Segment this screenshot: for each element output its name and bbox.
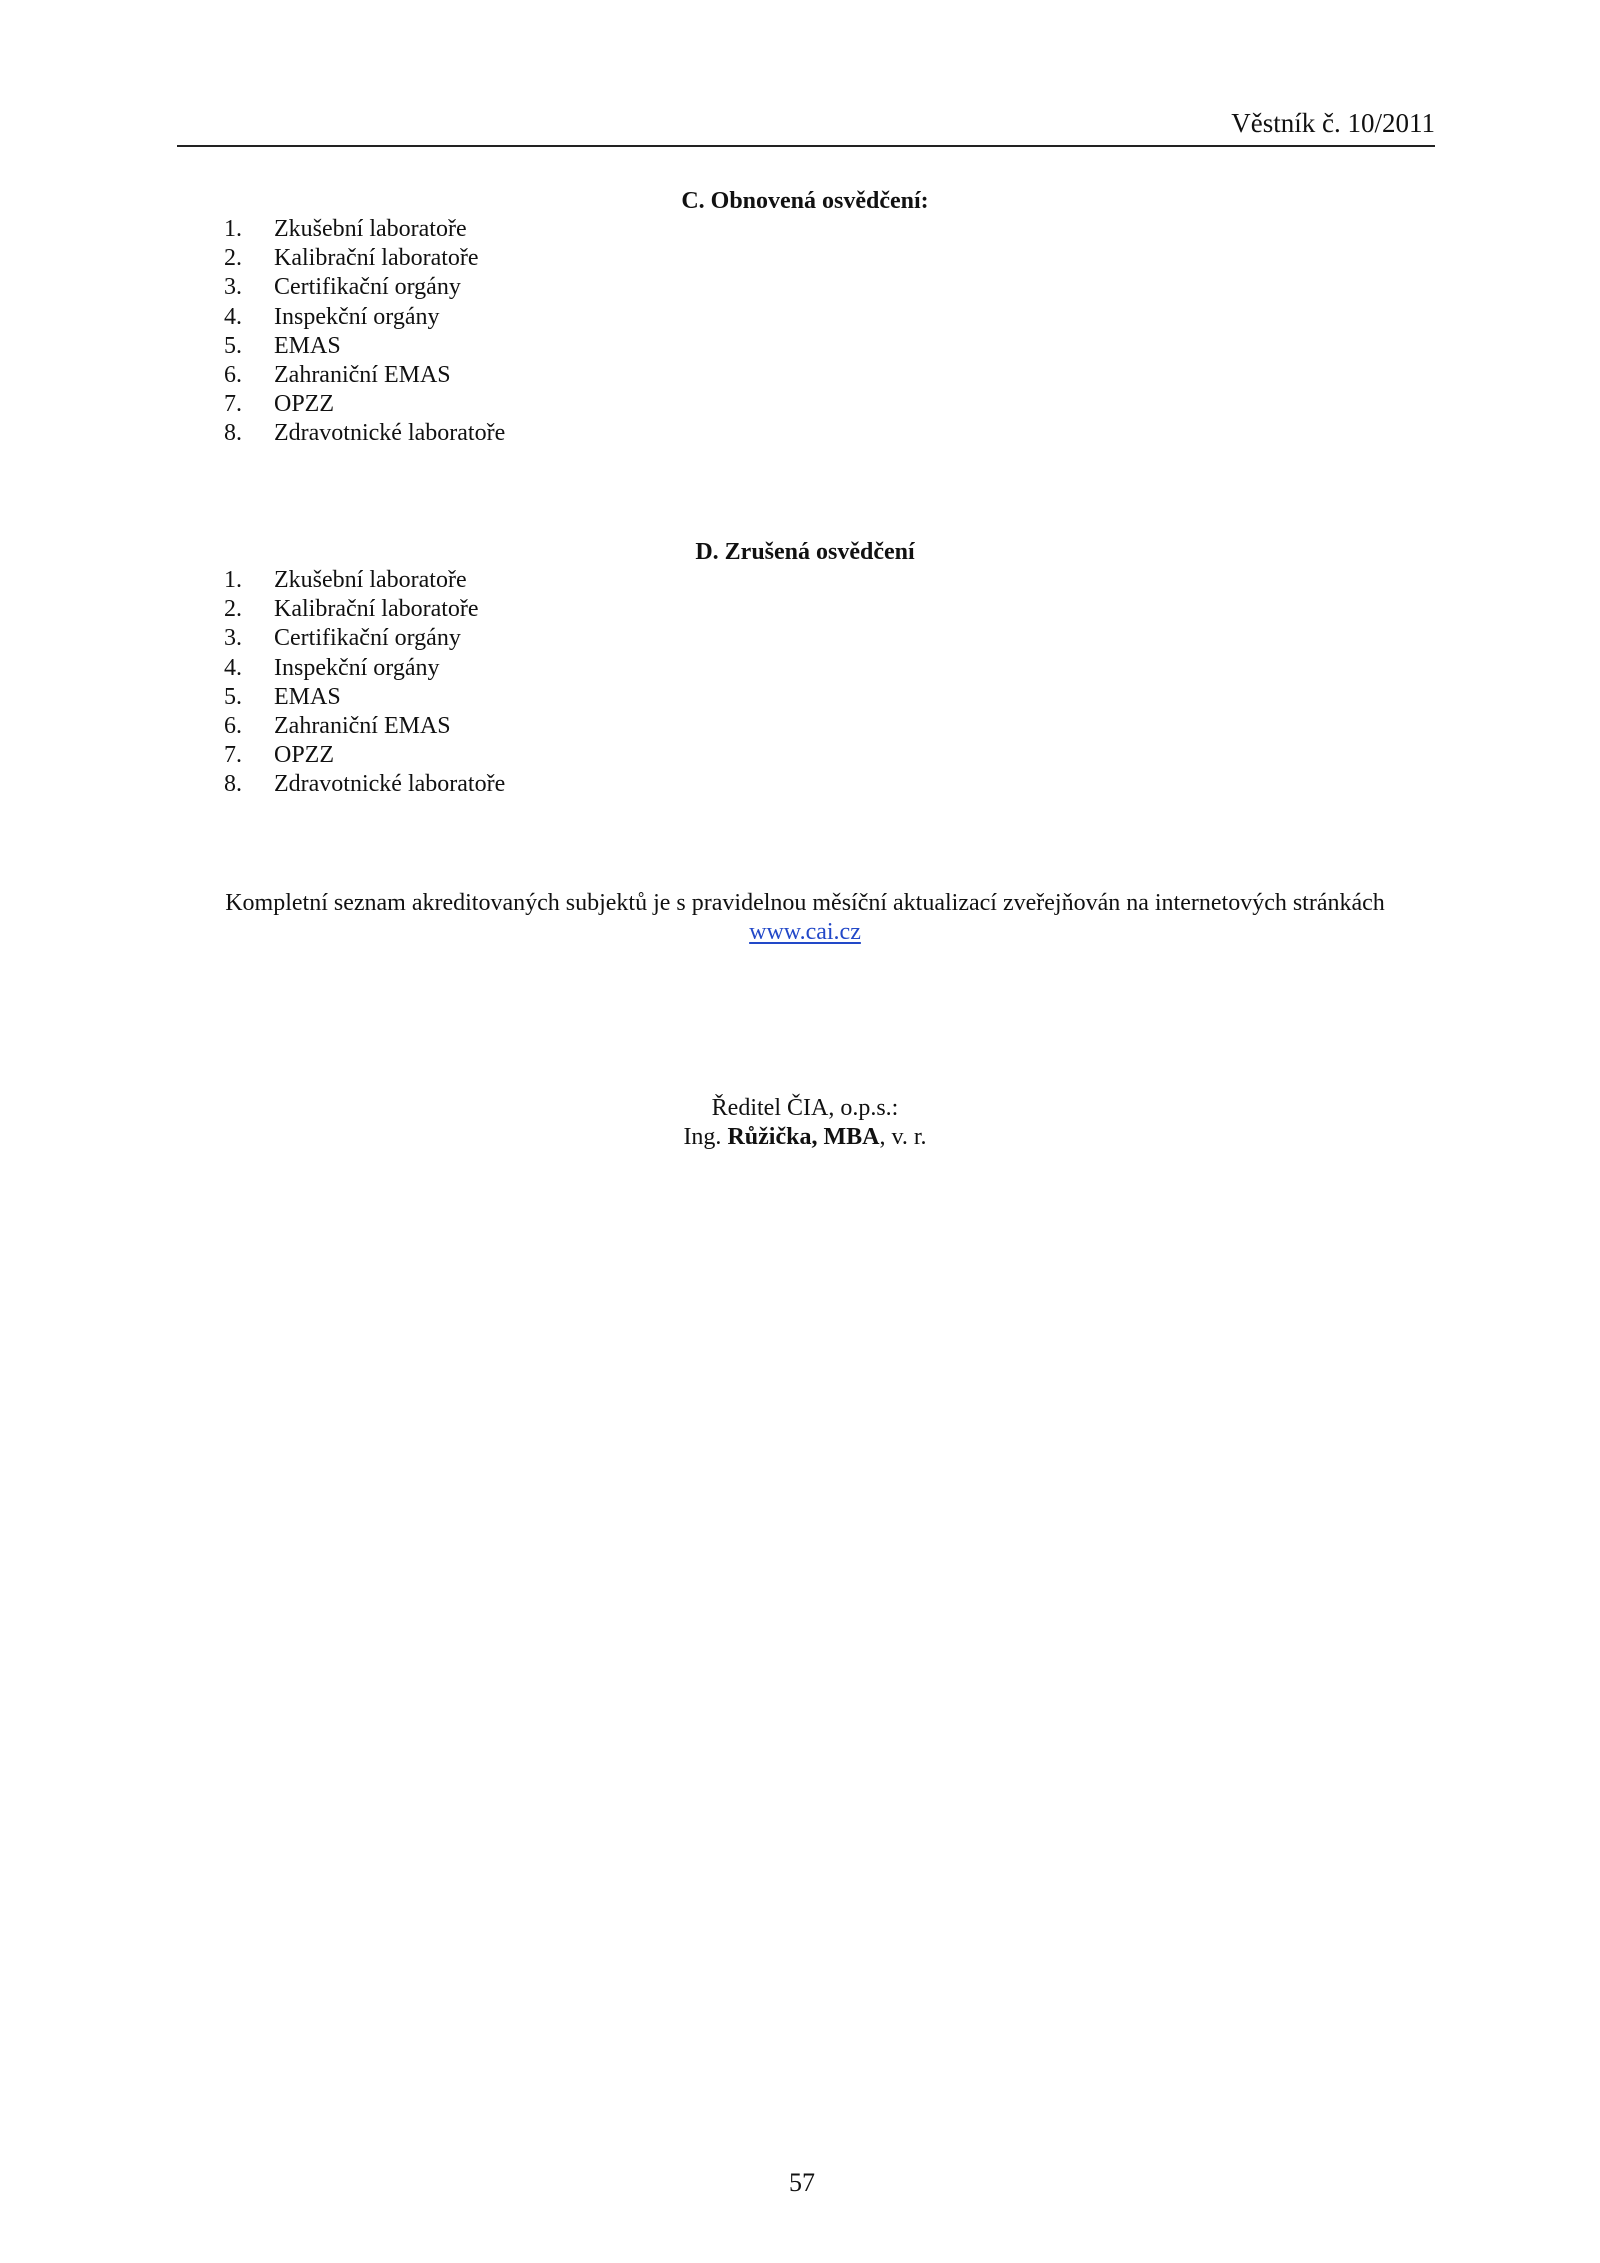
list-item — [224, 303, 505, 332]
list-item-label: Certifikační orgány — [274, 625, 461, 652]
list-item — [224, 390, 505, 419]
list-item — [224, 273, 505, 302]
list-item — [224, 770, 505, 799]
signatory-suffix: , v. r. — [879, 1124, 927, 1150]
list-item-label: Kalibrační laboratoře — [274, 596, 479, 623]
section-heading: C. Obnovená osvědčení: — [681, 188, 929, 214]
list-item — [224, 215, 505, 244]
list-item — [224, 741, 505, 770]
certificate-category-list — [224, 566, 505, 800]
list-item — [224, 624, 505, 653]
list-item-label: Zahraniční EMAS — [274, 361, 451, 388]
list-item-label: OPZZ — [274, 742, 334, 769]
list-item-label: Inspekční orgány — [274, 654, 440, 681]
list-item-number: 6. — [224, 361, 242, 388]
header-rule — [177, 145, 1435, 147]
list-item-number: 5. — [224, 332, 242, 359]
section-heading: D. Zrušená osvědčení — [695, 539, 915, 565]
list-item-label: EMAS — [274, 683, 341, 710]
list-item-number: 1. — [224, 567, 242, 593]
list-item-label: Zdravotnické laboratoře — [274, 771, 506, 798]
signatory-line — [0, 1123, 1600, 1152]
list-item-number: 8. — [224, 771, 242, 798]
closing-note — [0, 889, 1600, 947]
certificate-category-list — [224, 215, 505, 449]
list-item-number: 3. — [224, 625, 242, 652]
list-item-number: 3. — [224, 274, 242, 301]
list-item — [224, 419, 505, 448]
list-item-label: Certifikační orgány — [274, 274, 461, 301]
signatory-title: Ředitel ČIA, o.p.s.: — [711, 1095, 899, 1121]
list-item-number: 2. — [224, 245, 242, 272]
page-number: 57 — [789, 2168, 815, 2197]
list-item-number: 7. — [224, 391, 242, 418]
list-item-number: 1. — [224, 216, 242, 242]
signatory-prefix: Ing. — [683, 1124, 722, 1150]
list-item-label: Zahraniční EMAS — [274, 712, 451, 739]
list-item — [224, 595, 505, 624]
list-item-label: EMAS — [274, 332, 341, 359]
list-item-number: 2. — [224, 596, 242, 623]
signature-block — [0, 1094, 1600, 1152]
list-item-label: Zkušební laboratoře — [274, 216, 467, 242]
list-item-label: Zdravotnické laboratoře — [274, 420, 506, 447]
list-item-number: 4. — [224, 303, 242, 330]
list-item-label: OPZZ — [274, 391, 334, 418]
list-item-number: 5. — [224, 683, 242, 710]
list-item — [224, 332, 505, 361]
list-item — [224, 712, 505, 741]
list-item-label: Kalibrační laboratoře — [274, 245, 479, 272]
list-item — [224, 683, 505, 712]
signatory-name: Růžička, MBA — [727, 1124, 880, 1150]
list-item-label: Inspekční orgány — [274, 303, 440, 330]
list-item — [224, 566, 505, 595]
list-item — [224, 244, 505, 273]
list-item-number: 6. — [224, 712, 242, 739]
closing-note-text: Kompletní seznam akreditovaných subjektů je s pravidelnou měsíční aktualizací zveřejňován na internetových stránkách — [225, 890, 1385, 916]
website-link[interactable]: www.cai.cz — [749, 919, 861, 945]
list-item-number: 4. — [224, 654, 242, 681]
list-item-label: Zkušební laboratoře — [274, 567, 467, 593]
list-item — [224, 361, 505, 390]
list-item — [224, 654, 505, 683]
list-item-number: 7. — [224, 742, 242, 769]
list-item-number: 8. — [224, 420, 242, 447]
publication-title: Věstník č. 10/2011 — [1231, 108, 1435, 138]
